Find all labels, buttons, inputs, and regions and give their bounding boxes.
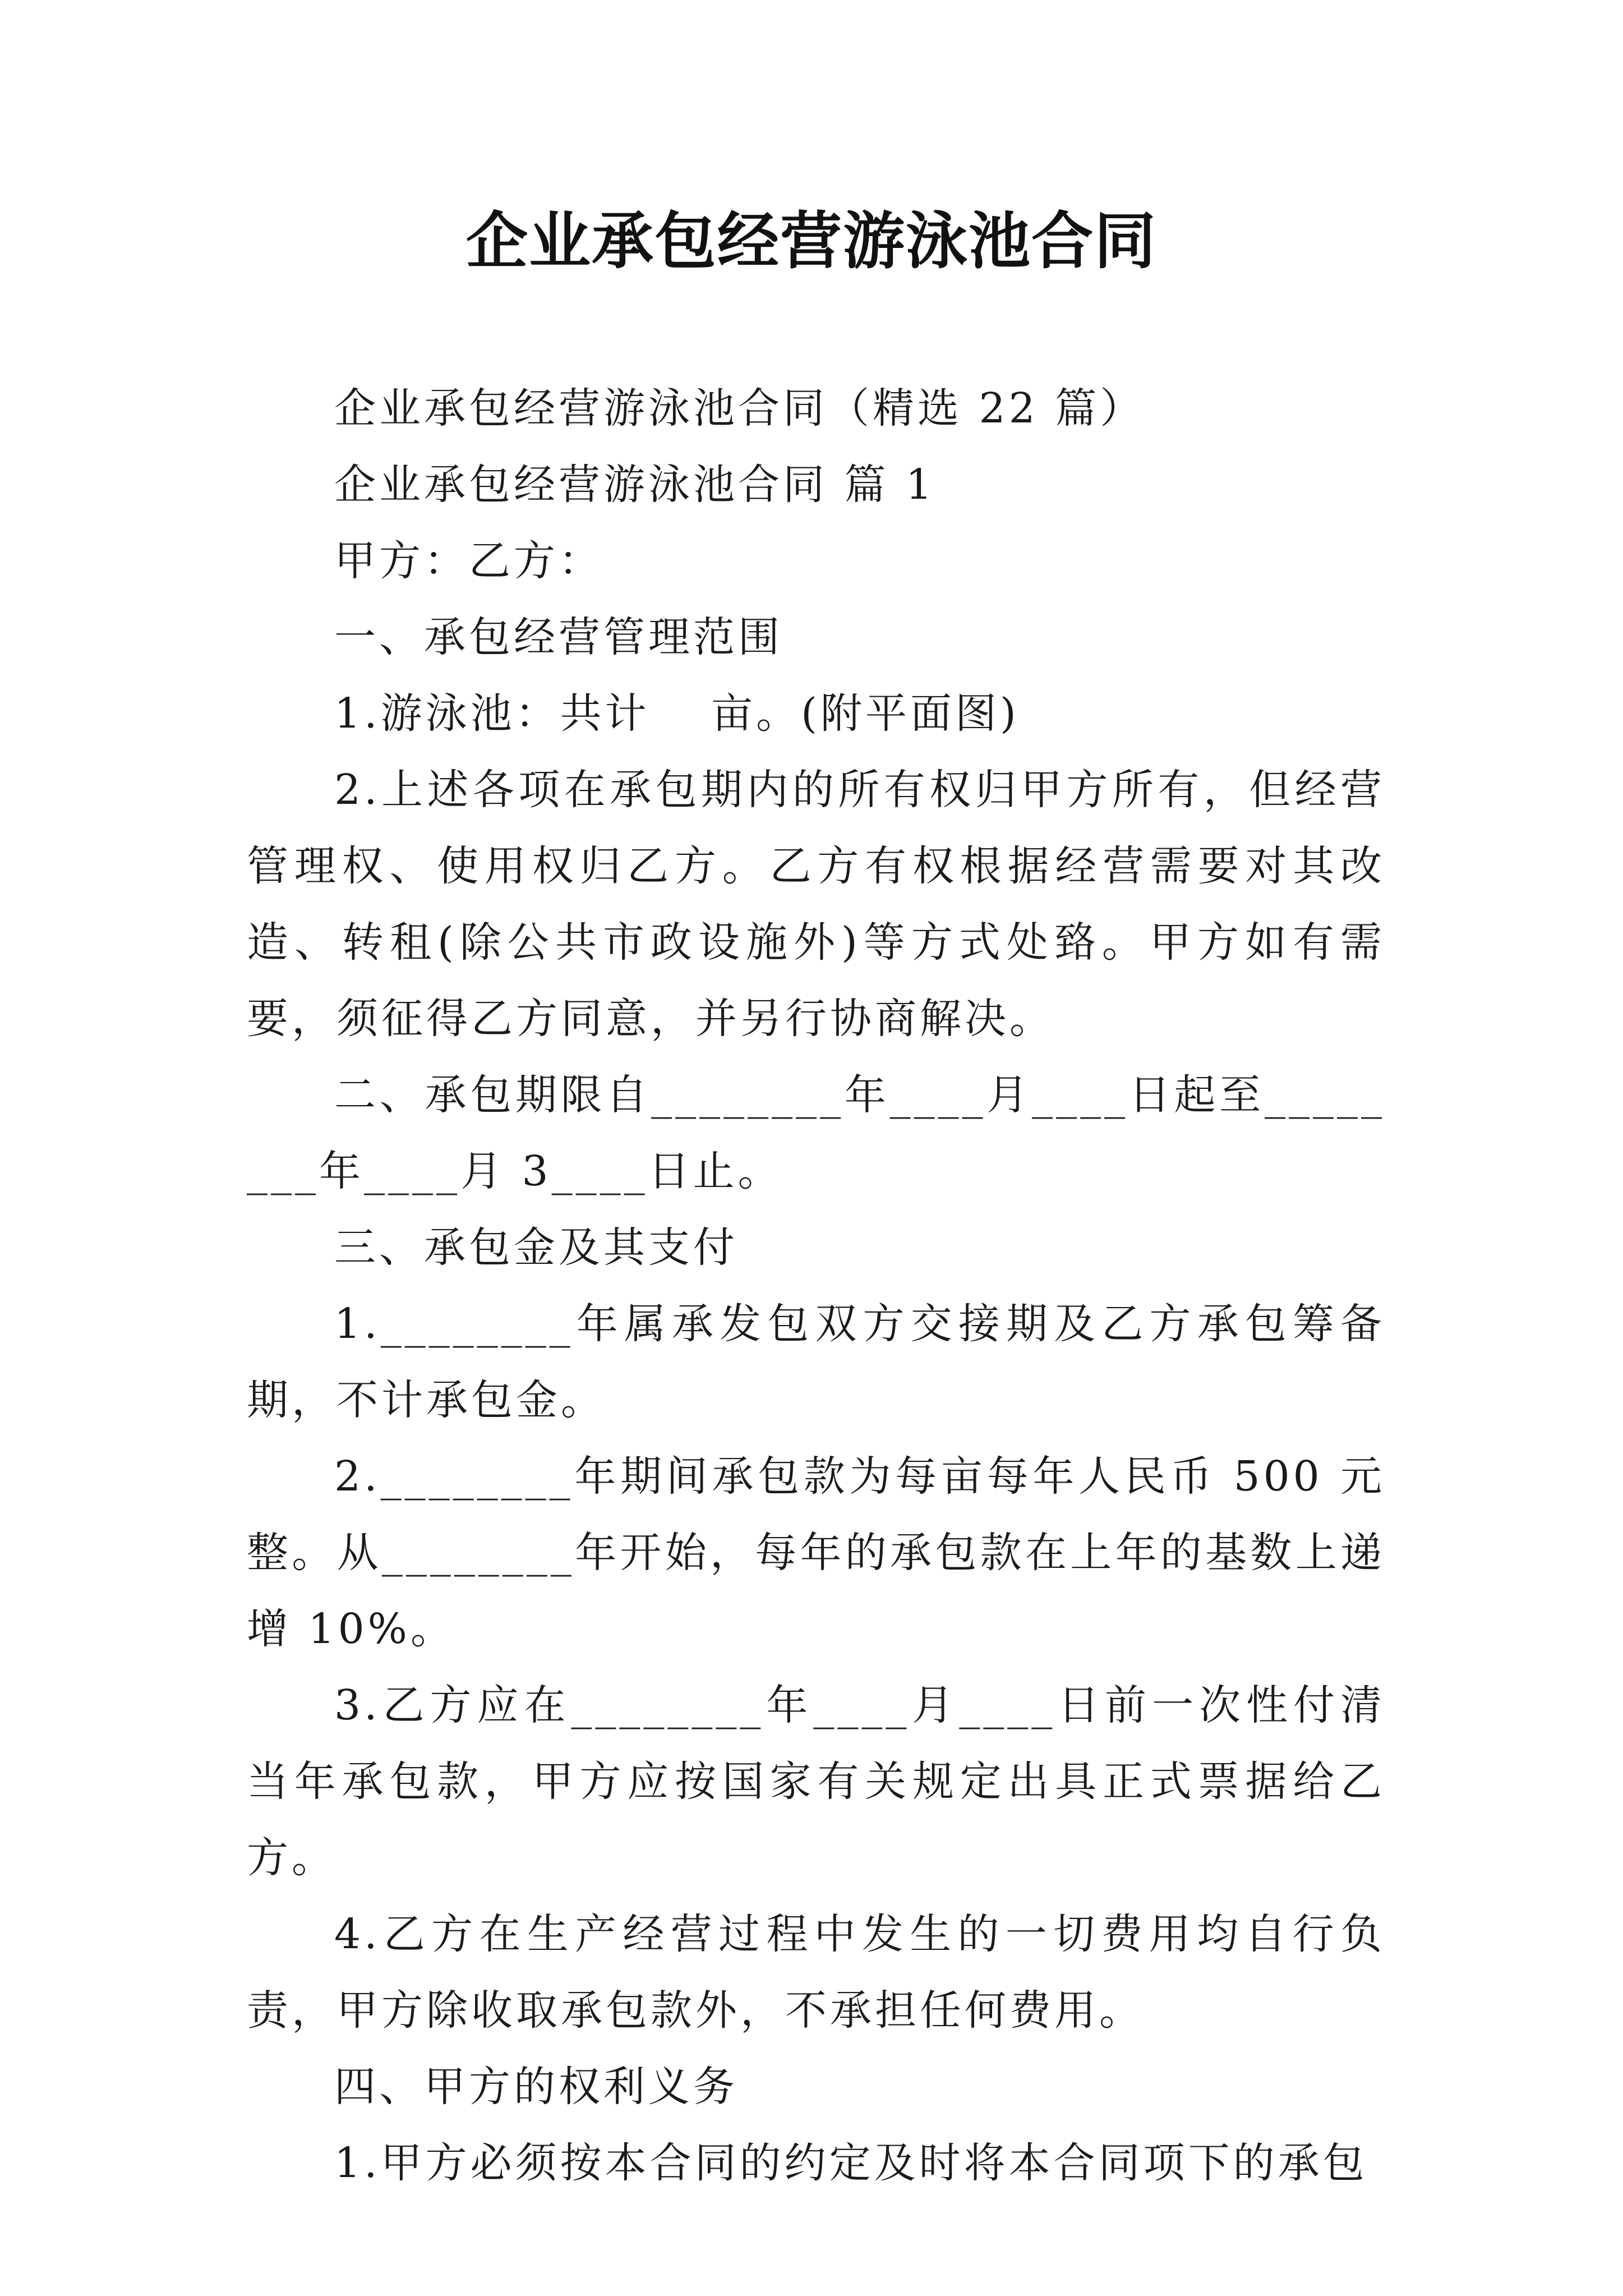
document-body [247,370,1385,2201]
paragraph-scope-2: 2.上述各项在承包期内的所有权归甲方所有，但经营管理权、使用权归乙方。乙方有权根据经营需要对其改造、转租(除公共市政设施外)等方式处臵。甲方如有需要，须征得乙方同意，并另行协商解决。 [247,766,1385,1043]
paragraph-payment-4: 4.乙方在生产经营过程中发生的一切费用均自行负责，甲方除收取承包款外，不承担任何费用。 [247,1910,1385,2035]
paragraph-payment-1: 1.________年属承发包双方交接期及乙方承包筹备期，不计承包金。 [247,1300,1385,1424]
section-heading-scope: 一、承包经营管理范围 [334,613,783,661]
document-title: 企业承包经营游泳池合同 [466,205,1157,277]
paragraph-payment-2: 2.________年期间承包款为每亩每年人民币 500 元整。从________年开始，每年的承包款在上年的基数上递增 10%。 [247,1452,1385,1653]
paragraph-parties: 甲方：乙方： [334,537,603,585]
paragraph-party-a-1: 1.甲方必须按本合同的约定及时将本合同项下的承包 [334,2139,1368,2187]
section-heading-payment: 三、承包金及其支付 [334,1223,738,1272]
paragraph-part-heading: 企业承包经营游泳池合同 篇 1 [334,461,936,509]
section-heading-term: 二、承包期限自________年____月____日起至________年____月 3____日止。 [247,1071,1385,1195]
paragraph-payment-3: 3.乙方应在________年____月____日前一次性付清当年承包款，甲方应按国家有关规定出具正式票据给乙方。 [247,1681,1385,1882]
paragraph-scope-1: 1.游泳池：共计 亩。(附平面图) [334,689,1020,738]
section-heading-party-a-rights: 四、甲方的权利义务 [334,2063,738,2111]
paragraph-subtitle: 企业承包经营游泳池合同（精选 22 篇） [334,384,1145,432]
